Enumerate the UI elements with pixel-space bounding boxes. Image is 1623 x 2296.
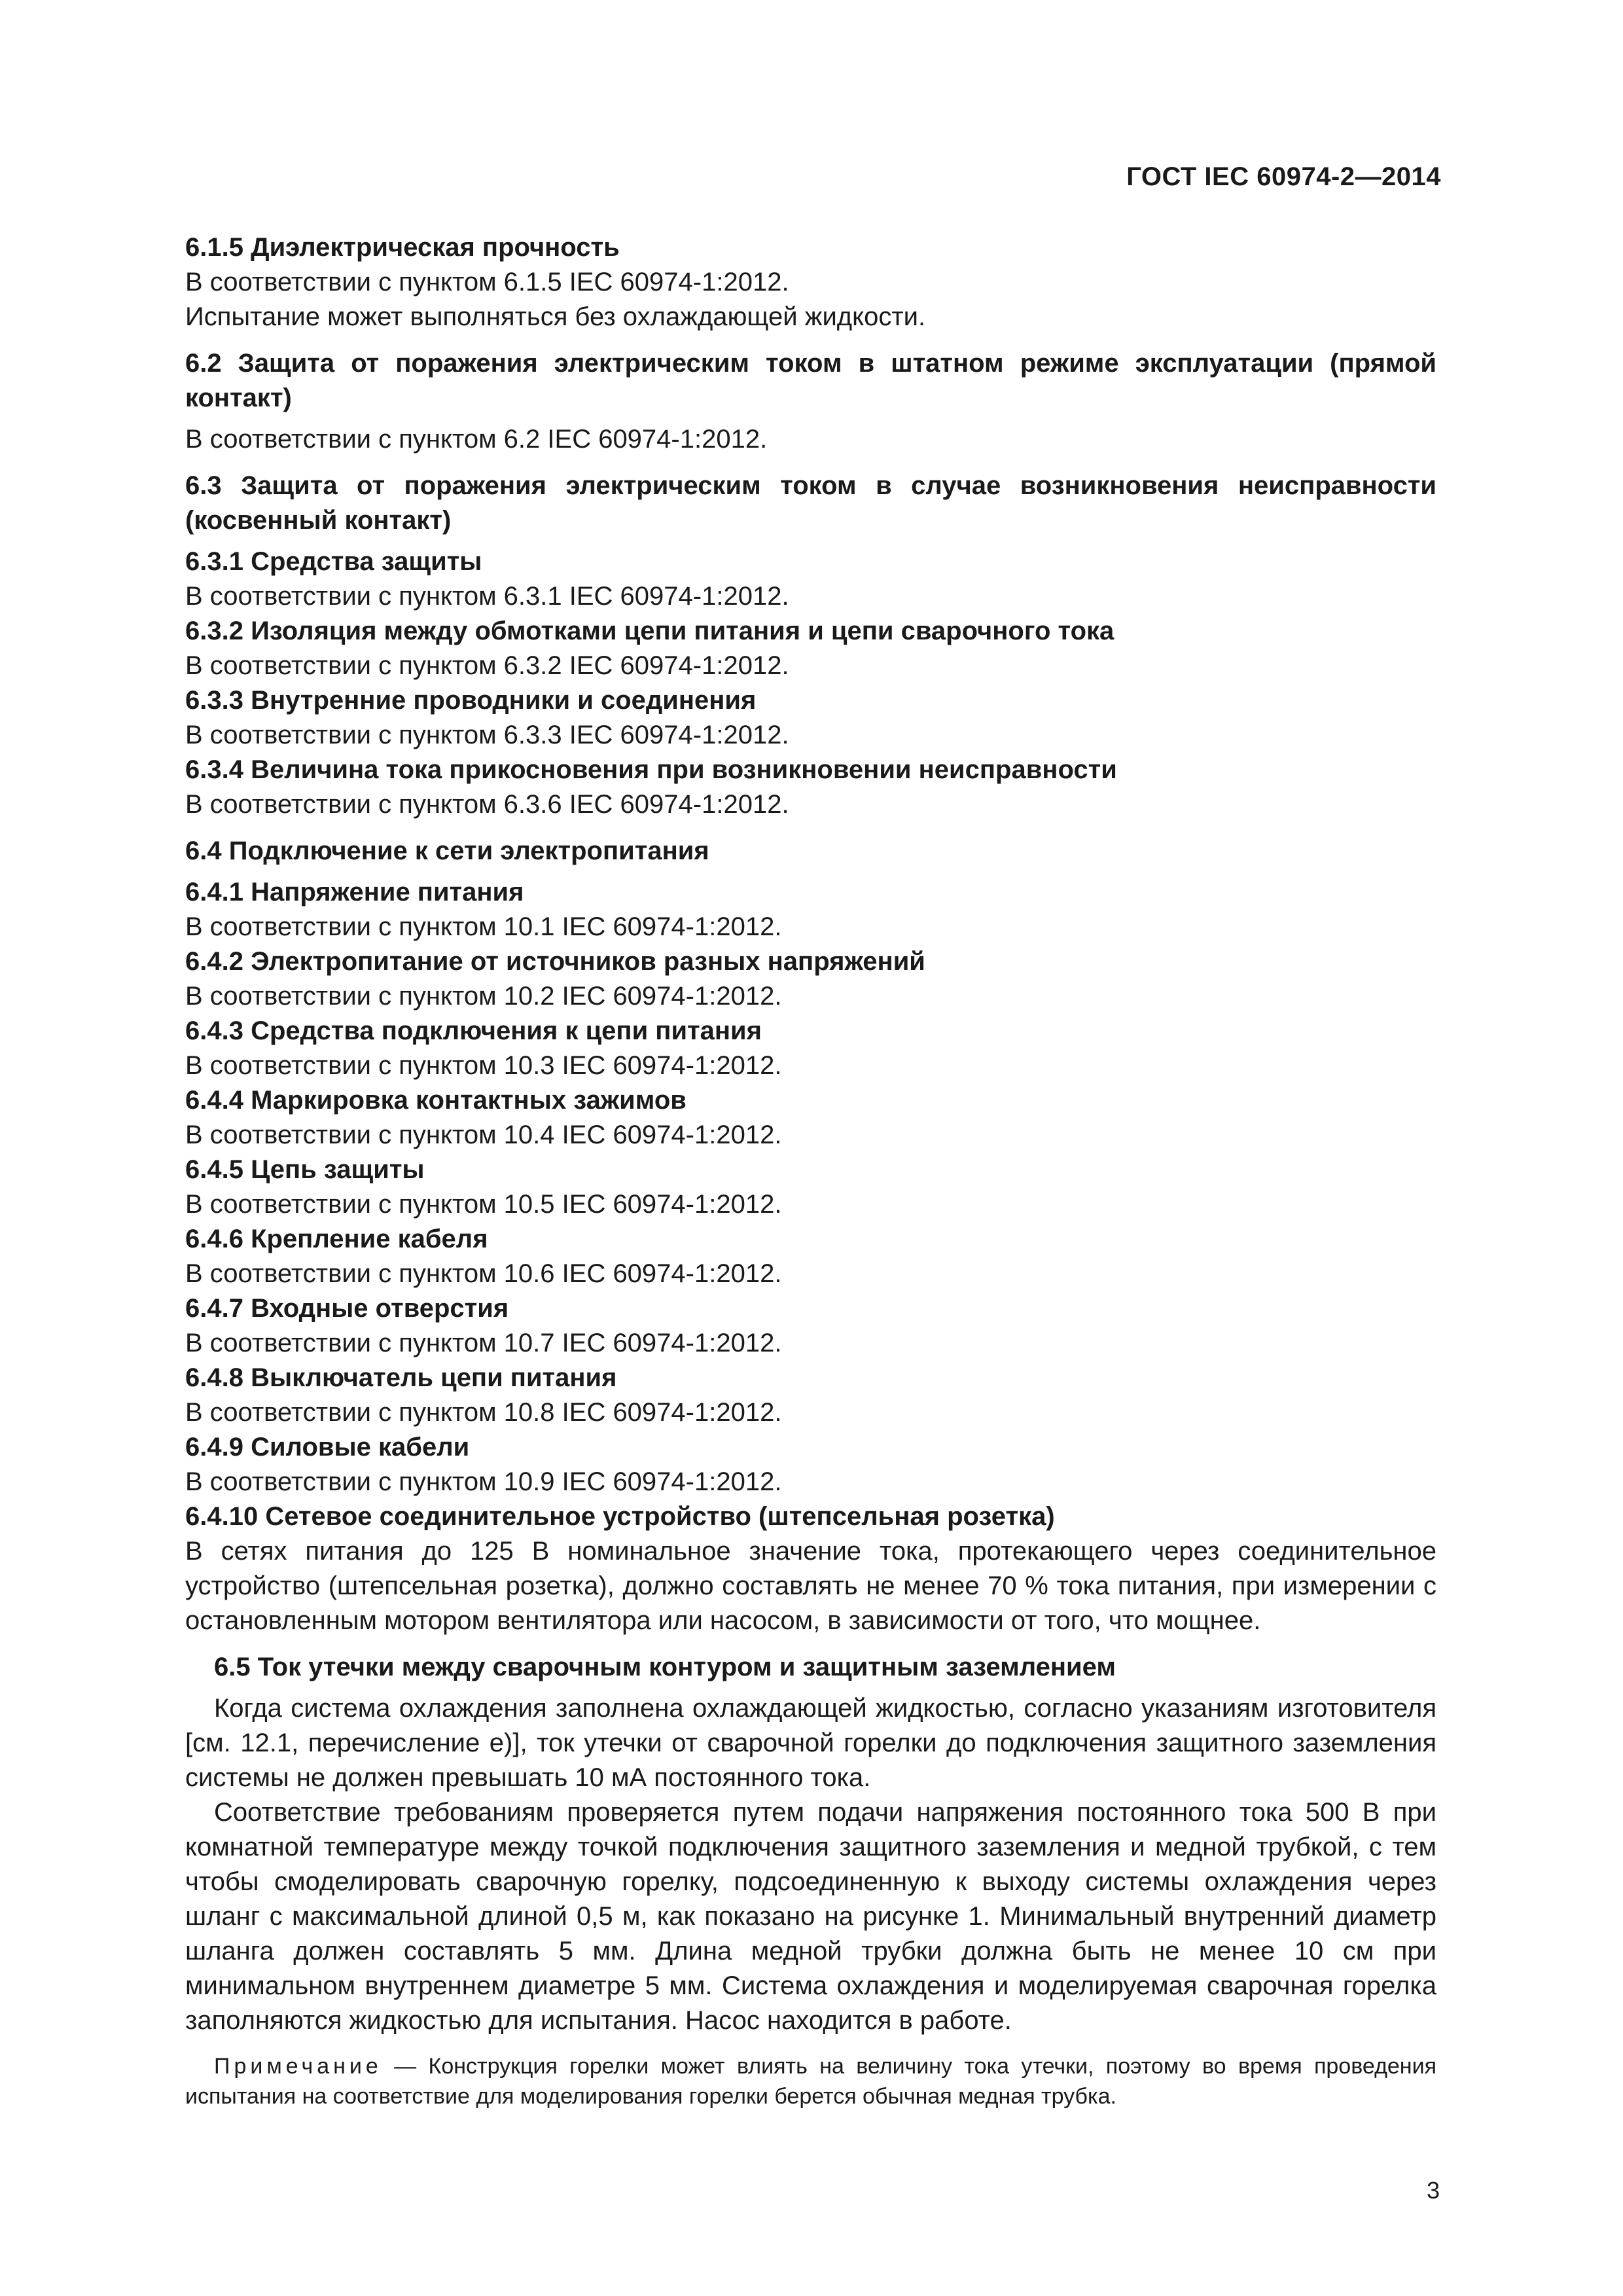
section-text: В соответствии с пунктом 6.3.6 IEC 60974-1:2012. — [185, 790, 789, 819]
section-heading: 6.3.3 Внутренние проводники и соединения — [185, 686, 757, 715]
section-heading: 6.1.5 Диэлектрическая прочность — [185, 233, 620, 262]
section-text: В соответствии с пунктом 6.1.5 IEC 60974-1:2012. — [185, 268, 789, 296]
section-text: В соответствии с пунктом 10.9 IEC 60974-1:2012. — [185, 1467, 782, 1496]
section-text: Испытание может выполняться без охлаждающей жидкости. — [185, 302, 926, 331]
section-heading: 6.4.10 Сетевое соединительное устройство (штепсельная розетка) — [185, 1502, 1055, 1531]
page-number: 3 — [1426, 2177, 1440, 2204]
section-text: В соответствии с пунктом 10.4 IEC 60974-1:2012. — [185, 1121, 782, 1149]
section-heading: 6.4.2 Электропитание от источников разных напряжений — [185, 947, 925, 976]
section-heading: 6.4.9 Силовые кабели — [185, 1433, 470, 1462]
section-text: В соответствии с пунктом 10.6 IEC 60974-1:2012. — [185, 1259, 782, 1288]
section-heading: 6.4.8 Выключатель цепи питания — [185, 1363, 617, 1392]
section-text: В соответствии с пунктом 6.3.1 IEC 60974-1:2012. — [185, 582, 789, 611]
section-text: В соответствии с пунктом 10.2 IEC 60974-1:2012. — [185, 982, 782, 1011]
section-heading: 6.4.5 Цепь защиты — [185, 1155, 425, 1184]
section-heading: 6.3.2 Изоляция между обмотками цепи питания и цепи сварочного тока — [185, 617, 1115, 645]
section-text: В соответствии с пунктом 10.5 IEC 60974-1:2012. — [185, 1190, 782, 1219]
section-heading: 6.4 Подключение к сети электропитания — [185, 836, 709, 865]
note — [185, 2051, 1436, 2111]
section-text: В соответствии с пунктом 10.3 IEC 60974-1:2012. — [185, 1051, 782, 1080]
section-text: В соответствии с пунктом 10.1 IEC 60974-1:2012. — [185, 912, 782, 941]
section-text: В соответствии с пунктом 6.3.3 IEC 60974-1:2012. — [185, 721, 789, 749]
section-text: В соответствии с пунктом 10.8 IEC 60974-1:2012. — [185, 1398, 782, 1427]
note-text: — Конструкция горелки может влиять на величину тока утечки, поэтому во время проведения испытания на соответствие для моделирования горелки берется обычная медная трубка. — [185, 2054, 1436, 2109]
section-text: В соответствии с пунктом 6.2 IEC 60974-1:2012. — [185, 425, 768, 454]
note-label: Примечание — [214, 2054, 382, 2079]
section-heading: 6.3 Защита от поражения электрическим током в случае возникновения неисправности (косвенный контакт) — [185, 471, 1436, 535]
section-heading: 6.4.6 Крепление кабеля — [185, 1225, 488, 1253]
section-heading: 6.4.7 Входные отверстия — [185, 1294, 509, 1323]
document-code: ГОСТ IEC 60974-2—2014 — [1126, 162, 1441, 191]
section-heading: 6.4.3 Средства подключения к цепи питания — [185, 1016, 762, 1045]
page-body — [185, 230, 1436, 2111]
section-heading: 6.4.1 Напряжение питания — [185, 878, 524, 906]
section-heading: 6.5 Ток утечки между сварочным контуром и защитным заземлением — [214, 1653, 1116, 1681]
section-heading: 6.2 Защита от поражения электрическим током в штатном режиме эксплуатации (прямой контакт) — [185, 349, 1436, 412]
section-text: В соответствии с пунктом 10.7 IEC 60974-1:2012. — [185, 1329, 782, 1357]
section-paragraph: Соответствие требованиям проверяется путем подачи напряжения постоянного тока 500 В при комнатной температуре между точкой подключения защитного заземления и медной трубкой, с тем чтобы смоделировать сварочную горелку, подсоединенную к выходу системы охлаждения через шланг с максимальной длиной 0,5 м, как показано на рисунке 1. Минимальный внутренний диаметр шланга должен составлять 5 мм. Длина медной трубки должна быть не менее 10 см при минимальном внутреннем диаметре 5 мм. Система охлаждения и моделируемая сварочная горелка заполняются жидкостью для испытания. Насос находится в работе. — [185, 1798, 1436, 2035]
section-heading: 6.3.1 Средства защиты — [185, 547, 482, 576]
section-heading: 6.3.4 Величина тока прикосновения при возникновении неисправности — [185, 755, 1117, 784]
section-paragraph: Когда система охлаждения заполнена охлаждающей жидкостью, согласно указаниям изготовителя [см. 12.1, перечисление е)], ток утечки от сварочной горелки до подключения защитного заземления системы не должен превышать 10 мА постоянного тока. — [185, 1694, 1436, 1792]
section-text: В соответствии с пунктом 6.3.2 IEC 60974-1:2012. — [185, 651, 789, 680]
section-heading: 6.4.4 Маркировка контактных зажимов — [185, 1086, 687, 1115]
section-paragraph: В сетях питания до 125 В номинальное значение тока, протекающего через соединительное устройство (штепсельная розетка), должно составлять не менее 70 % тока питания, при измерении с остановленным мотором вентилятора или насосом, в зависимости от того, что мощнее. — [185, 1537, 1436, 1635]
